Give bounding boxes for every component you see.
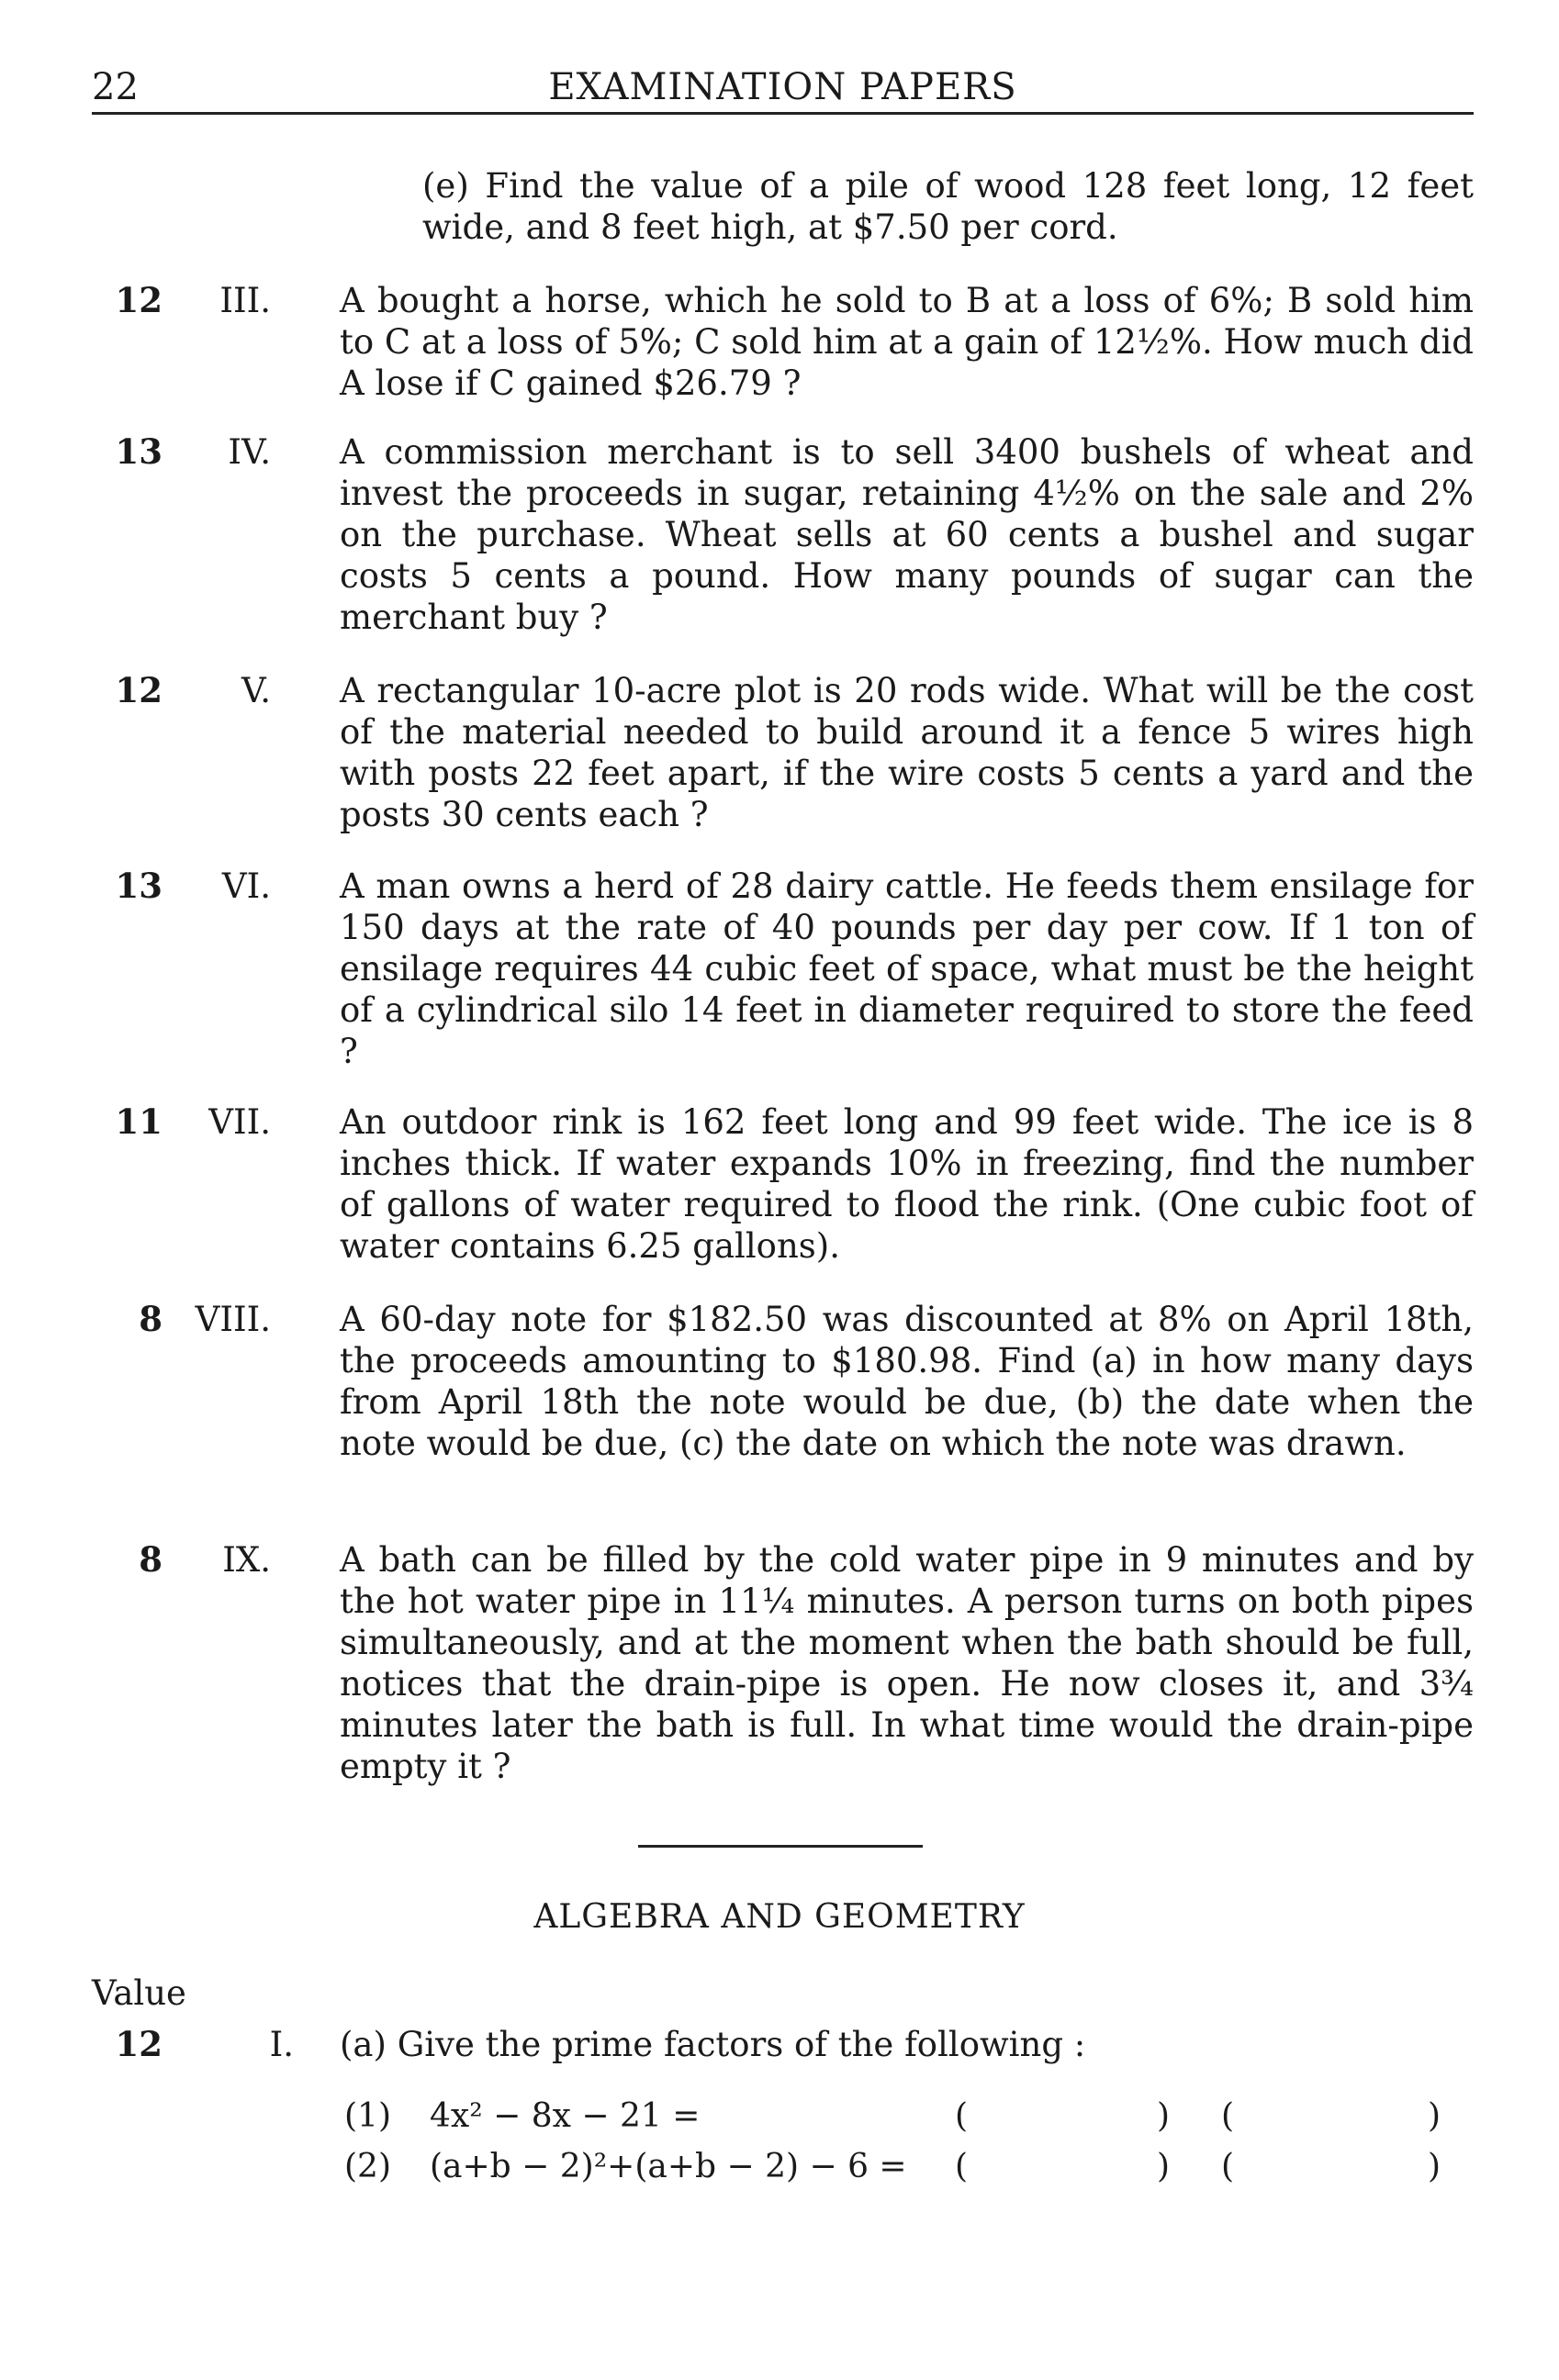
page-number: 22: [92, 66, 139, 108]
question-text: A man owns a herd of 28 dairy cattle. He feeds them ensilage for 150 days at the rate of 40 pounds per day per cow. If 1 ton of ensilage requires 44 cubic feet of space, what must be the height of a cylindrical silo 14 feet in diameter required to store the feed ?: [340, 866, 1474, 1071]
question-numeral: VIII.: [195, 1300, 271, 1339]
question-text: A bath can be filled by the cold water pipe in 9 minutes and by the hot water pipe in 11¼ minutes. A person turns on both pipes simultaneously, and at the moment when the bath should be full, notices that the drain-pipe is open. He now closes it, and 3¾ minutes later the bath is full. In what time would the drain-pipe empty it ?: [340, 1540, 1474, 1786]
page-header: [92, 57, 1474, 115]
answer-paren: (: [955, 2148, 969, 2185]
equation-expression: 4x² − 8x − 21 =: [430, 2097, 701, 2135]
question-text: (a) Give the prime factors of the following :: [340, 2025, 1086, 2064]
question-text: A 60-day note for $182.50 was discounted at 8% on April 18th, the proceeds amounting to $180.98. Find (a) in how many days from April 18th the note would be due, (b) the date when the note would be due, (c) the date on which the note was drawn.: [340, 1300, 1474, 1463]
question-numeral: IV.: [228, 432, 271, 472]
question-value: 12: [115, 2024, 163, 2064]
question-numeral: V.: [241, 671, 271, 710]
running-title: EXAMINATION PAPERS: [548, 66, 1017, 108]
answer-paren: (: [1221, 2148, 1235, 2185]
question-numeral: IX.: [222, 1540, 271, 1580]
equation-label: (1): [344, 2097, 391, 2135]
question-value: 11: [115, 1101, 163, 1142]
equation-label: (2): [344, 2148, 391, 2185]
question-text: A bought a horse, which he sold to B at a loss of 6%; B sold him to C at a loss of 5%; C sold him at a gain of 12½%. How much did A lose if C gained $26.79 ?: [340, 281, 1474, 403]
question-numeral: I.: [269, 2025, 294, 2064]
section-divider: [638, 1845, 923, 1848]
question-text: (e) Find the value of a pile of wood 128 feet long, 12 feet wide, and 8 feet high, at $7.50 per cord.: [422, 166, 1474, 247]
question-numeral: VI.: [221, 866, 271, 906]
answer-paren: (: [1221, 2097, 1235, 2135]
question-value: 12: [115, 670, 163, 710]
value-column-label: Value: [92, 1973, 186, 2013]
question-value: 13: [115, 866, 163, 906]
answer-paren: (: [955, 2097, 969, 2135]
answer-paren: ): [1157, 2097, 1171, 2135]
question-value: 8: [139, 1539, 163, 1580]
equation-expression: (a+b − 2)²+(a+b − 2) − 6 =: [430, 2148, 907, 2185]
question-text: A rectangular 10-acre plot is 20 rods wide. What will be the cost of the material needed to build around it a fence 5 wires high with posts 22 feet apart, if the wire costs 5 cents a yard and the posts 30 cents each ?: [340, 671, 1474, 834]
section-title: ALGEBRA AND GEOMETRY: [533, 1898, 1026, 1936]
question-value: 13: [115, 431, 163, 472]
answer-paren: ): [1157, 2148, 1171, 2185]
answer-paren: ): [1428, 2148, 1441, 2185]
question-value: 8: [139, 1299, 163, 1339]
question-numeral: III.: [219, 281, 271, 320]
question-text: An outdoor rink is 162 feet long and 99 feet wide. The ice is 8 inches thick. If water expands 10% in freezing, find the number of gallons of water required to flood the rink. (One cubic foot of water contains 6.25 gallons).: [340, 1102, 1474, 1266]
answer-paren: ): [1428, 2097, 1441, 2135]
question-text: A commission merchant is to sell 3400 bushels of wheat and invest the proceeds in sugar, retaining 4½% on the sale and 2% on the purchase. Wheat sells at 60 cents a bushel and sugar costs 5 cents a pound. How many pounds of sugar can the merchant buy ?: [340, 432, 1474, 637]
question-numeral: VII.: [208, 1102, 271, 1142]
question-value: 12: [115, 280, 163, 320]
